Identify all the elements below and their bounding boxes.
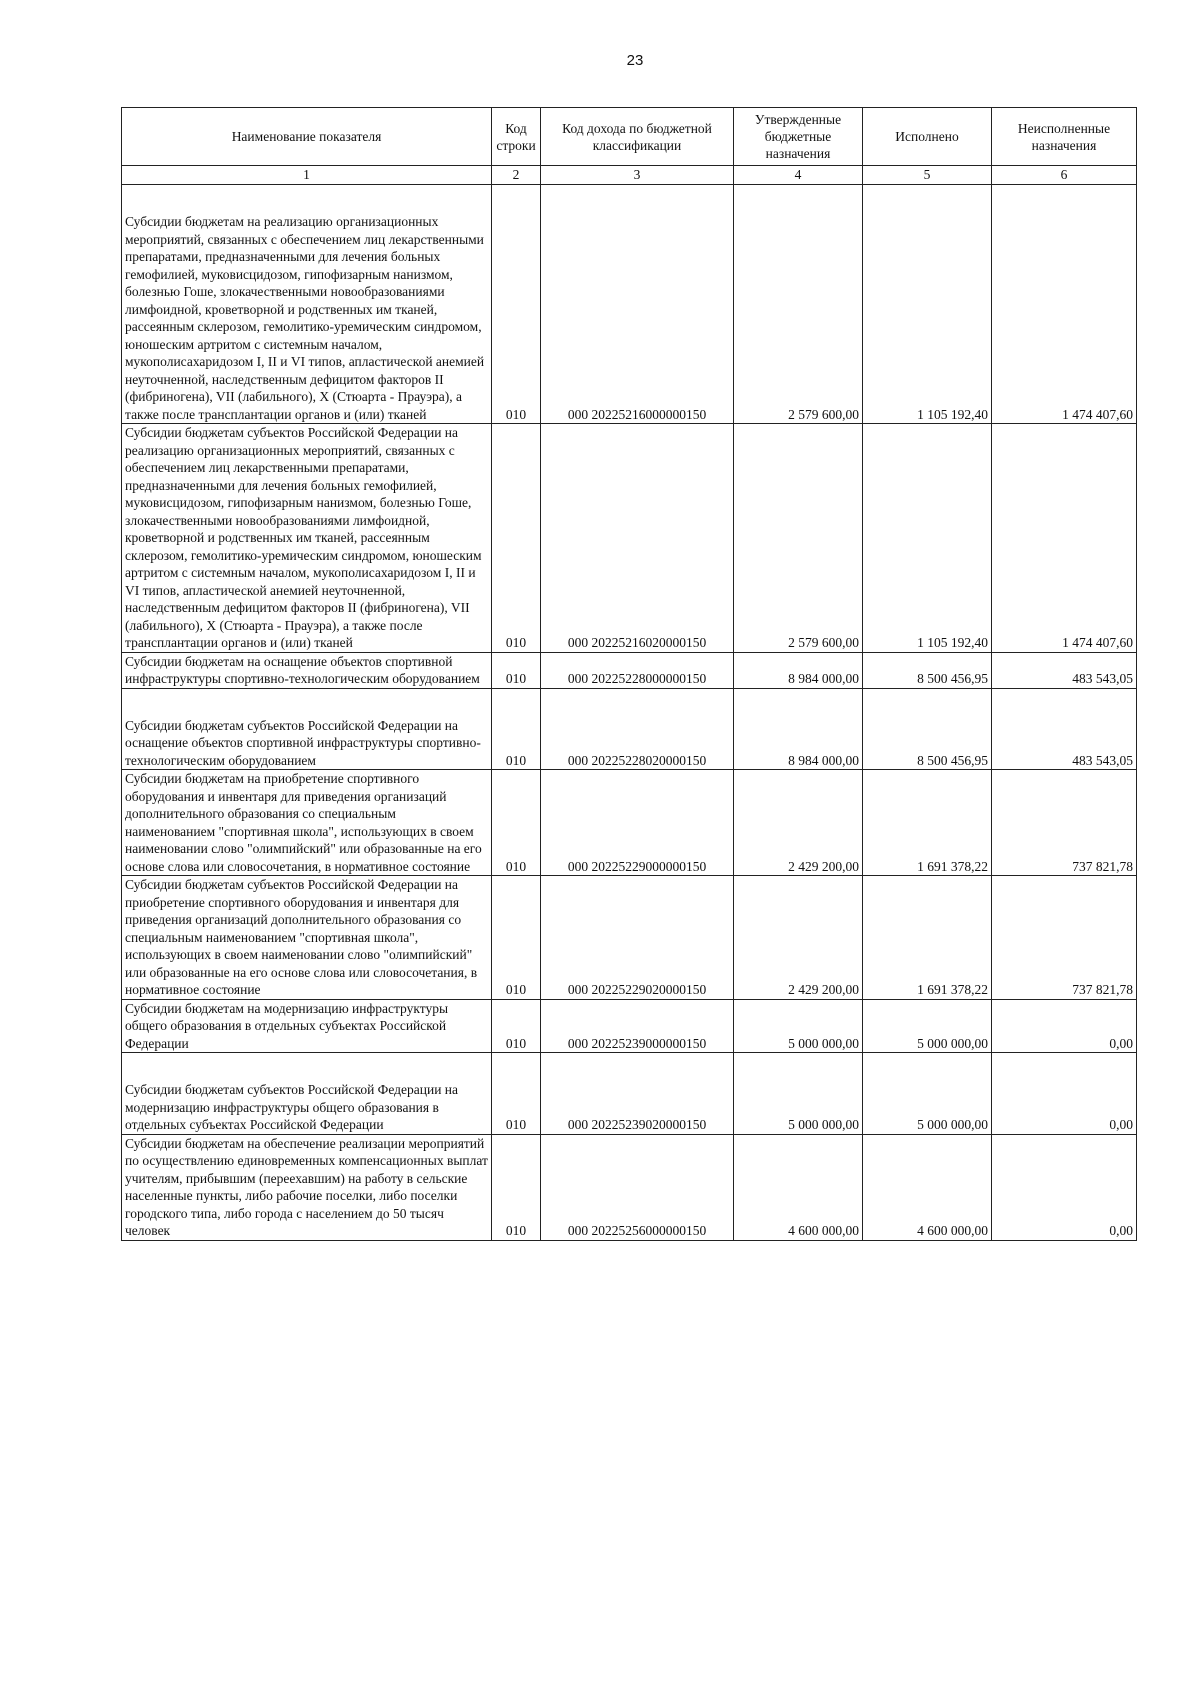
unexecuted-amount-cell: 737 821,78 [992,770,1137,876]
indicator-name-text: Субсидии бюджетам субъектов Российской Федерации на оснащение объектов спортивной инфраструктуры спортивно-технологическим оборудованием [125,717,481,768]
indicator-name-text: Субсидии бюджетам на приобретение спортивного оборудования и инвентаря для приведения организаций дополнительного образования со специальным наименованием "спортивная школа", использующих в своем наименовании слово "олимпийский" или образованные на его основе слова или словосочетания, в нормативное состояние [125,771,482,874]
income-code-cell: 000 20225228000000150 [541,652,734,688]
table-row [122,1053,1137,1135]
table-row [122,688,1137,770]
income-code-cell: 000 20225229020000150 [541,876,734,1000]
header-approved: Утвержденные бюджетные назначения [734,108,863,166]
approved-amount-cell: 2 579 600,00 [734,185,863,424]
header-unexecuted: Неисполненные назначения [992,108,1137,166]
header-indicator-name: Наименование показателя [122,108,492,166]
page-number: 23 [626,52,644,69]
indicator-name-cell [122,424,492,653]
approved-amount-cell: 2 579 600,00 [734,424,863,653]
table-row [122,652,1137,688]
indicator-name-cell [122,652,492,688]
executed-amount-cell: 1 691 378,22 [863,876,992,1000]
line-code-cell: 010 [492,999,541,1053]
header-executed: Исполнено [863,108,992,166]
unexecuted-amount-cell: 0,00 [992,999,1137,1053]
table-row [122,770,1137,876]
indicator-name-cell [122,770,492,876]
indicator-name-cell [122,1053,492,1135]
line-code-cell: 010 [492,424,541,653]
line-code-cell: 010 [492,770,541,876]
executed-amount-cell: 1 105 192,40 [863,424,992,653]
income-code-cell: 000 20225239000000150 [541,999,734,1053]
line-code-cell: 010 [492,1053,541,1135]
income-code-cell: 000 20225216000000150 [541,185,734,424]
budget-execution-table [121,107,1137,1241]
indicator-name-cell [122,688,492,770]
income-code-cell: 000 20225239020000150 [541,1053,734,1135]
income-code-cell: 000 20225229000000150 [541,770,734,876]
unexecuted-amount-cell: 483 543,05 [992,688,1137,770]
unexecuted-amount-cell: 737 821,78 [992,876,1137,1000]
approved-amount-cell: 2 429 200,00 [734,876,863,1000]
line-code-cell: 010 [492,688,541,770]
indicator-name-text: Субсидии бюджетам на обеспечение реализации мероприятий по осуществлению единовременных компенсационных выплат учителям, прибывшим (переехавшим) на работу в сельские населенные пункты, либо рабочие поселки, либо поселки городского типа, либо города с населением до 50 тысяч человек [125,1135,488,1238]
column-number: 5 [863,166,992,185]
column-number-row [122,166,1137,185]
column-number: 4 [734,166,863,185]
indicator-name-text: Субсидии бюджетам субъектов Российской Федерации на приобретение спортивного оборудования и инвентаря для приведения организаций дополнительного образования со специальным наименованием "спортивная школа", использующих в своем наименовании слово "олимпийский" или образованные на его основе слова или словосочетания, в нормативное состояние [125,877,478,997]
unexecuted-amount-cell: 1 474 407,60 [992,185,1137,424]
executed-amount-cell: 4 600 000,00 [863,1134,992,1240]
table-row [122,424,1137,653]
executed-amount-cell: 1 105 192,40 [863,185,992,424]
line-code-cell: 010 [492,185,541,424]
indicator-name-cell [122,876,492,1000]
header-income-code: Код дохода по бюджетной классификации [541,108,734,166]
indicator-name-text: Субсидии бюджетам субъектов Российской Федерации на модернизацию инфраструктуры общего образования в отдельных субъектах Российской Федерации [125,1082,459,1132]
executed-amount-cell: 8 500 456,95 [863,652,992,688]
approved-amount-cell: 8 984 000,00 [734,688,863,770]
unexecuted-amount-cell: 0,00 [992,1134,1137,1240]
column-number: 3 [541,166,734,185]
indicator-name-cell [122,185,492,424]
table-row [122,1134,1137,1240]
table-header-row [122,108,1137,166]
line-code-cell: 010 [492,876,541,1000]
approved-amount-cell: 2 429 200,00 [734,770,863,876]
income-code-cell: 000 20225256000000150 [541,1134,734,1240]
indicator-name-text: Субсидии бюджетам субъектов Российской Федерации на реализацию организационных мероприятий, связанных с обеспечением лиц лекарственными препаратами, предназначенными для лечения больных гемофилией, муковисцидозом, гипофизарным нанизмом, болезнью Гоше, злокачественными новообразованиями лимфоидной, кроветворной и родственных им тканей, рассеянным склерозом, гемолитико-уремическим синдромом, юношеским артритом с системным началом, мукополисахаридозом I, II и VI типов, апластической анемией неуточненной, наследственным дефицитом факторов II (фибриногена), VII (лабильного), X (Стюарта - Прауэра), а также после трансплантации органов и (или) тканей [125,425,482,650]
table-row [122,999,1137,1053]
table-row [122,185,1137,424]
approved-amount-cell: 8 984 000,00 [734,652,863,688]
table-row [122,876,1137,1000]
indicator-name-cell [122,999,492,1053]
header-line-code: Код строки [492,108,541,166]
executed-amount-cell: 8 500 456,95 [863,688,992,770]
unexecuted-amount-cell: 483 543,05 [992,652,1137,688]
indicator-name-cell [122,1134,492,1240]
indicator-name-text: Субсидии бюджетам на модернизацию инфраструктуры общего образования в отдельных субъектах Российской Федерации [125,1000,449,1051]
executed-amount-cell: 1 691 378,22 [863,770,992,876]
unexecuted-amount-cell: 1 474 407,60 [992,424,1137,653]
approved-amount-cell: 5 000 000,00 [734,999,863,1053]
column-number: 2 [492,166,541,185]
column-number: 6 [992,166,1137,185]
line-code-cell: 010 [492,1134,541,1240]
income-code-cell: 000 20225216020000150 [541,424,734,653]
line-code-cell: 010 [492,652,541,688]
income-code-cell: 000 20225228020000150 [541,688,734,770]
approved-amount-cell: 5 000 000,00 [734,1053,863,1135]
executed-amount-cell: 5 000 000,00 [863,1053,992,1135]
executed-amount-cell: 5 000 000,00 [863,999,992,1053]
indicator-name-text: Субсидии бюджетам на оснащение объектов спортивной инфраструктуры спортивно-технологическим оборудованием [125,653,480,686]
indicator-name-text: Субсидии бюджетам на реализацию организационных мероприятий, связанных с обеспечением лиц лекарственными препаратами, предназначенными для лечения больных гемофилией, муковисцидозом, гипофизарным нанизмом, болезнью Гоше, злокачественными новообразованиями лимфоидной, кроветворной и родственных им тканей, рассеянным склерозом, гемолитико-уремическим синдромом, юношеским артритом с системным началом, мукополисахаридозом I, II и VI типов, апластической анемией неуточненной, наследственным дефицитом факторов II (фибриногена), VII (лабильного), X (Стюарта - Прауэра), а также после трансплантации органов и (или) тканей [125,214,485,422]
unexecuted-amount-cell: 0,00 [992,1053,1137,1135]
approved-amount-cell: 4 600 000,00 [734,1134,863,1240]
column-number: 1 [122,166,492,185]
